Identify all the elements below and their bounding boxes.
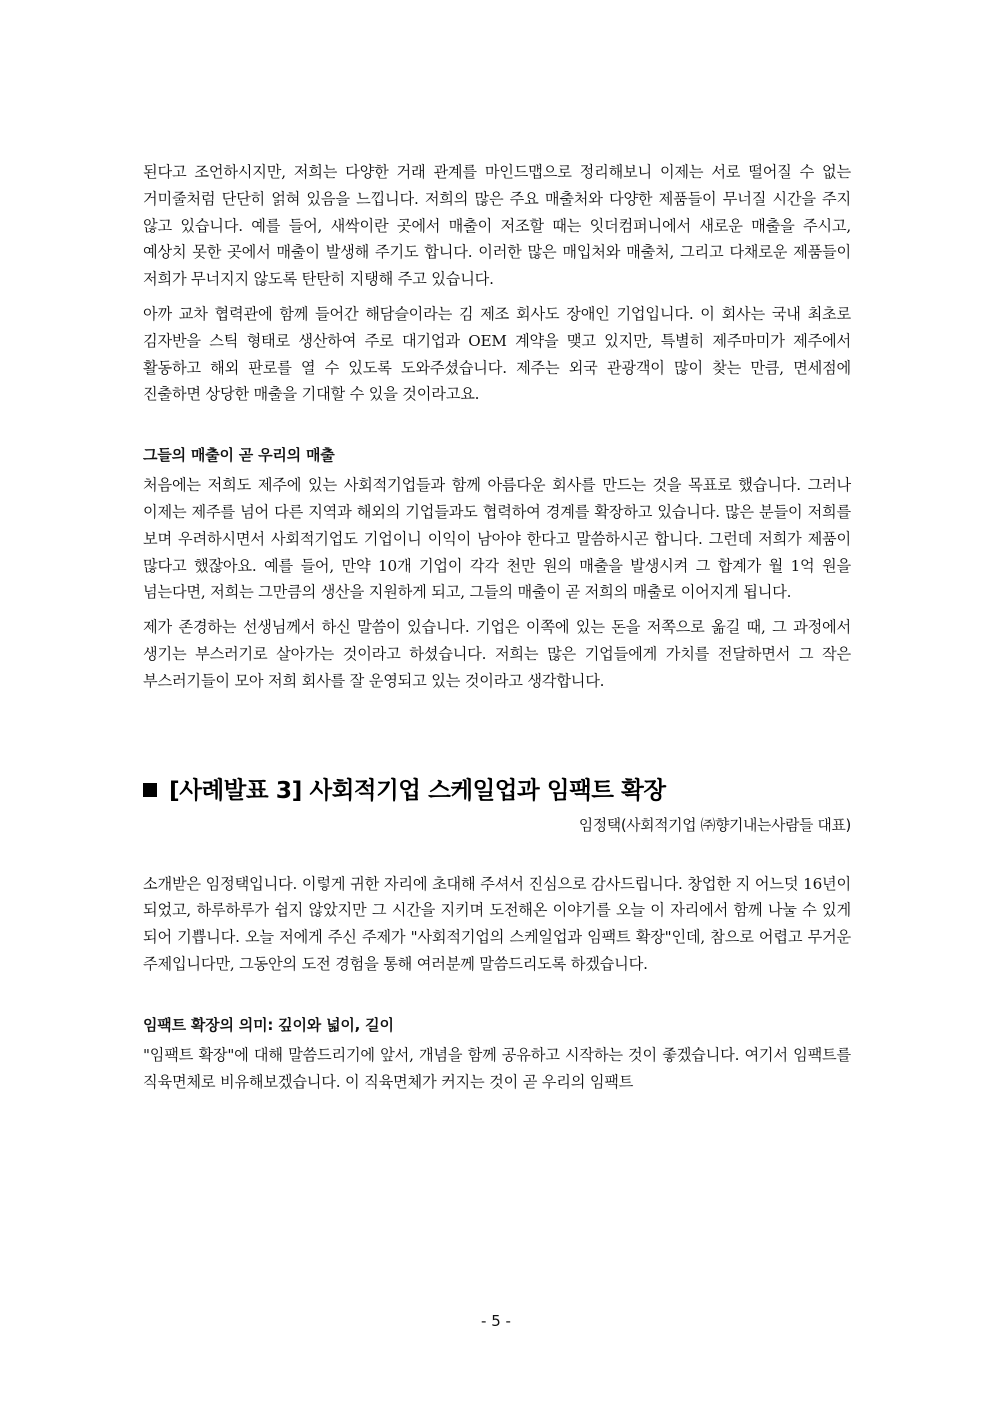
body-paragraph: 아까 교차 협력관에 함께 들어간 해담슬이라는 김 제조 회사도 장애인 기업입니다. 이 회사는 국내 최초로 김자반을 스틱 형태로 생산하여 주로 대기업과 OEM 계약을 맺고 있지만, 특별히 제주마미가 제주에서 활동하고 해외 판로를 열 수 있도록 도와주셨습니다. 제주는 외국 관광객이 많이 찾는 만큼, 면세점에 진출하면 상당한 매출을 기대할 수 있을 것이라고요.: [143, 304, 851, 404]
spacer: [143, 293, 851, 301]
square-bullet-icon: [143, 783, 157, 797]
body-paragraph: 소개받은 임정택입니다. 이렇게 귀한 자리에 초대해 주셔서 진심으로 감사드립니다. 창업한 지 어느덧 16년이 되었고, 하루하루가 쉽지 않았지만 그 시간을 지키며 도전해온 이야기를 오늘 이 자리에서 함께 나눌 수 있게 되어 기쁩니다. 오늘 저에게 주신 주제가 "사회적기업의 스케일업과 임팩트 확장"인데, 참으로 어렵고 무거운 주제입니다만, 그동안의 도전 경험을 통해 여러분께 말씀드리도록 하겠습니다.: [143, 874, 851, 973]
spacer: [143, 839, 851, 871]
page-content: [143, 159, 851, 1095]
spacer: [143, 978, 851, 1012]
spacer: [143, 606, 851, 614]
speaker-credit: 임정택(사회적기업 ㈜향기내는사람들 대표): [578, 816, 851, 834]
page-number: - 5 -: [481, 1312, 511, 1330]
spacer: [143, 408, 851, 442]
spacer: [143, 695, 851, 773]
body-paragraph: "임팩트 확장"에 대해 말씀드리기에 앞서, 개념을 함께 공유하고 시작하는 것이 좋겠습니다. 여기서 임팩트를 직육면체로 비유해보겠습니다. 이 직육면체가 커지는 것이 곧 우리의 임팩트: [143, 1045, 851, 1091]
body-paragraph: 제가 존경하는 선생님께서 하신 말씀이 있습니다. 기업은 이쪽에 있는 돈을 저쪽으로 옮길 때, 그 과정에서 생기는 부스러기로 살아가는 것이라고 하셨습니다. 저희는 많은 기업들에게 가치를 전달하면서 그 작은 부스러기들이 모아 저희 회사를 잘 운영되고 있는 것이라고 생각합니다.: [143, 618, 851, 690]
subsection-heading: 그들의 매출이 곧 우리의 매출: [143, 446, 335, 465]
body-paragraph: 된다고 조언하시지만, 저희는 다양한 거래 관계를 마인드맵으로 정리해보니 이제는 서로 떨어질 수 없는 거미줄처럼 단단히 얽혀 있음을 느낍니다. 저희의 많은 주요 매출처와 다양한 제품들이 무너질 시간을 주지 않고 있습니다. 예를 들어, 새싹이란 곳에서 매출이 저조할 때는 잇더컴퍼니에서 새로운 매출을 주시고, 예상치 못한 곳에서 매출이 발생해 주기도 합니다. 이러한 많은 매입처와 매출처, 그리고 다채로운 제품들이 저희가 무너지지 않도록 탄탄히 지탱해 주고 있습니다.: [143, 163, 851, 289]
section-title-text: [사례발표 3] 사회적기업 스케일업과 임팩트 확장: [169, 775, 666, 804]
subsection-heading: 임팩트 확장의 의미: 깊이와 넓이, 길이: [143, 1015, 394, 1034]
section-title: [143, 773, 851, 807]
body-paragraph: 처음에는 저희도 제주에 있는 사회적기업들과 함께 아름다운 회사를 만드는 것을 목표로 했습니다. 그러나 이제는 제주를 넘어 다른 지역과 해외의 기업들과도 협력하여 경계를 확장하고 있습니다. 많은 분들이 저희를 보며 우려하시면서 사회적기업도 기업이니 이익이 남아야 한다고 말씀하시곤 합니다. 그런데 저희가 제품이 많다고 했잖아요. 예를 들어, 만약 10개 기업이 각각 천만 원의 매출을 발생시켜 그 합계가 월 1억 원을 넘는다면, 저희는 그만큼의 생산을 지원하게 되고, 그들의 매출이 곧 저희의 매출로 이어지게 됩니다.: [143, 476, 851, 602]
